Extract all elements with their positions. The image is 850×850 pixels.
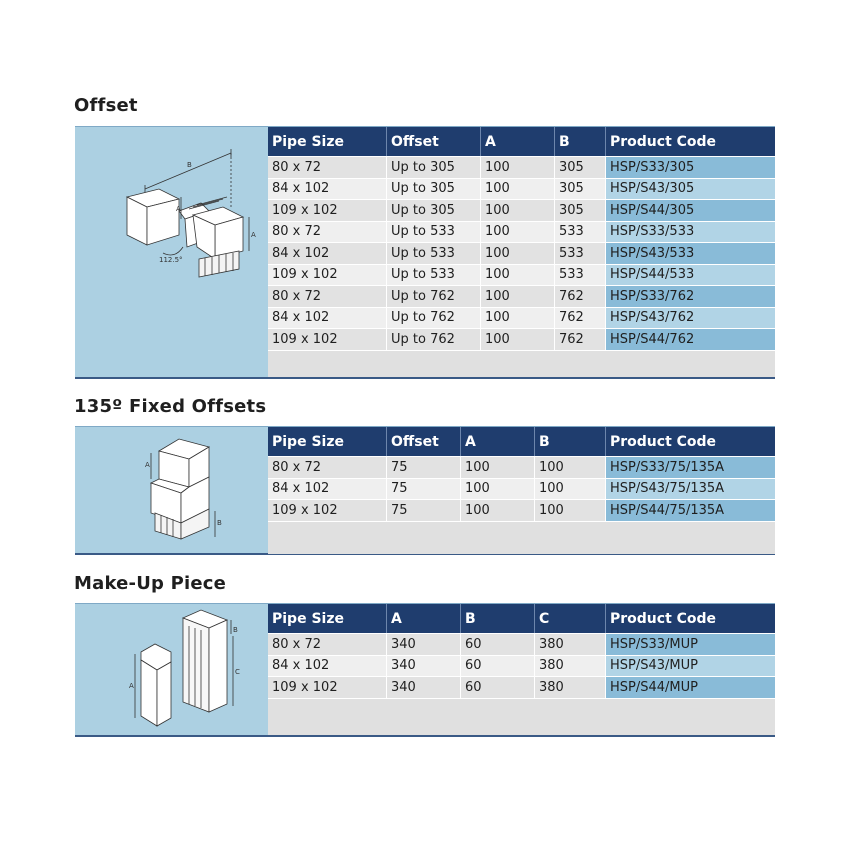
cell-product-code: HSP/S43/305: [606, 179, 775, 200]
cell-offset: Up to 305: [387, 179, 481, 200]
cell-a: 100: [481, 222, 555, 243]
cell-offset: Up to 533: [387, 222, 481, 243]
table-row: [268, 156, 775, 178]
make-up-piece-table-header: [268, 604, 775, 633]
cell-product-code: HSP/S44/305: [606, 200, 775, 221]
cell-product-code: HSP/S43/762: [606, 308, 775, 329]
col-b: B: [555, 127, 606, 156]
offset-dim-a-left: A: [176, 205, 181, 213]
cell-offset: Up to 533: [387, 243, 481, 264]
cell-pipe-size: 80 x 72: [268, 222, 387, 243]
col-a: A: [461, 427, 535, 456]
table-row: [268, 242, 775, 264]
cell-product-code: HSP/S44/533: [606, 265, 775, 286]
cell-pipe-size: 84 x 102: [268, 308, 387, 329]
cell-a: 100: [481, 243, 555, 264]
cell-c: 380: [535, 656, 606, 677]
col-c: C: [535, 604, 606, 633]
col-product-code: Product Code: [610, 133, 717, 150]
cell-b: 762: [555, 308, 606, 329]
table-row: [268, 178, 775, 200]
cell-pipe-size: 80 x 72: [268, 286, 387, 307]
offset-diagram: [75, 127, 268, 377]
mup-dim-c: C: [235, 668, 240, 676]
cell-a: 100: [461, 457, 535, 478]
cell-pipe-size: 109 x 102: [268, 677, 387, 698]
mup-dim-a: A: [129, 682, 134, 690]
cell-b: 762: [555, 329, 606, 350]
cell-offset: Up to 762: [387, 308, 481, 329]
fixed-dim-a: A: [145, 461, 150, 469]
make-up-piece-table: [268, 604, 775, 735]
cell-b: 60: [461, 677, 535, 698]
cell-pipe-size: 84 x 102: [268, 179, 387, 200]
table-row: [268, 264, 775, 286]
col-a: A: [481, 127, 555, 156]
cell-c: 380: [535, 677, 606, 698]
cell-offset: 75: [387, 500, 461, 521]
cell-pipe-size: 84 x 102: [268, 243, 387, 264]
cell-a: 100: [481, 308, 555, 329]
cell-c: 380: [535, 634, 606, 655]
table-row: [268, 655, 775, 677]
cell-product-code: HSP/S43/75/135A: [606, 479, 775, 500]
cell-offset: Up to 762: [387, 286, 481, 307]
table-row: [268, 199, 775, 221]
fixed-offset-diagram: [75, 427, 268, 553]
cell-pipe-size: 109 x 102: [268, 265, 387, 286]
fixed-offsets-panel: [75, 426, 775, 555]
cell-product-code: HSP/S33/762: [606, 286, 775, 307]
cell-product-code: HSP/S43/533: [606, 243, 775, 264]
cell-b: 305: [555, 179, 606, 200]
col-offset: Offset: [387, 427, 461, 456]
cell-b: 305: [555, 200, 606, 221]
cell-offset: 75: [387, 479, 461, 500]
cell-product-code: HSP/S33/MUP: [606, 634, 775, 655]
cell-product-code: HSP/S44/MUP: [606, 677, 775, 698]
cell-a: 100: [481, 179, 555, 200]
cell-b: 60: [461, 634, 535, 655]
col-product-code: Product Code: [610, 610, 717, 627]
table-row: [268, 328, 775, 350]
cell-pipe-size: 84 x 102: [268, 479, 387, 500]
cell-product-code: HSP/S33/305: [606, 157, 775, 178]
cell-offset: Up to 305: [387, 157, 481, 178]
cell-pipe-size: 84 x 102: [268, 656, 387, 677]
col-pipe-size: Pipe Size: [268, 604, 387, 633]
cell-a: 100: [481, 286, 555, 307]
cell-pipe-size: 80 x 72: [268, 457, 387, 478]
cell-product-code: HSP/S43/MUP: [606, 656, 775, 677]
col-pipe-size: Pipe Size: [268, 427, 387, 456]
cell-b: 100: [535, 500, 606, 521]
cell-offset: Up to 533: [387, 265, 481, 286]
col-b: B: [461, 604, 535, 633]
cell-a: 100: [481, 329, 555, 350]
cell-b: 762: [555, 286, 606, 307]
offset-table-header: [268, 127, 775, 156]
cell-a: 340: [387, 677, 461, 698]
table-footer-spacer: [268, 350, 775, 377]
cell-pipe-size: 80 x 72: [268, 634, 387, 655]
offset-panel: [75, 126, 775, 379]
cell-product-code: HSP/S33/75/135A: [606, 457, 775, 478]
cell-b: 533: [555, 265, 606, 286]
fixed-offsets-table: [268, 427, 775, 554]
cell-offset: Up to 305: [387, 200, 481, 221]
section-title-fixed-offsets: 135º Fixed Offsets: [74, 396, 267, 417]
cell-b: 305: [555, 157, 606, 178]
col-a: A: [387, 604, 461, 633]
table-footer-spacer: [268, 521, 775, 554]
cell-offset: Up to 762: [387, 329, 481, 350]
cell-a: 100: [461, 479, 535, 500]
cell-b: 100: [535, 479, 606, 500]
table-row: [268, 478, 775, 500]
cell-pipe-size: 109 x 102: [268, 200, 387, 221]
col-offset: Offset: [387, 127, 481, 156]
cell-b: 533: [555, 222, 606, 243]
col-product-code: Product Code: [610, 433, 717, 450]
table-row: [268, 221, 775, 243]
offset-dim-a-right: A: [251, 231, 256, 239]
cell-product-code: HSP/S44/75/135A: [606, 500, 775, 521]
table-row: [268, 307, 775, 329]
cell-pipe-size: 80 x 72: [268, 157, 387, 178]
cell-offset: 75: [387, 457, 461, 478]
fixed-offsets-table-header: [268, 427, 775, 456]
make-up-piece-diagram: [75, 604, 268, 735]
mup-dim-b: B: [233, 626, 238, 634]
table-row: [268, 285, 775, 307]
make-up-piece-panel: [75, 603, 775, 737]
col-pipe-size: Pipe Size: [268, 127, 387, 156]
cell-product-code: HSP/S44/762: [606, 329, 775, 350]
cell-b: 100: [535, 457, 606, 478]
table-row: [268, 456, 775, 478]
table-footer-spacer: [268, 698, 775, 735]
table-row: [268, 633, 775, 655]
cell-a: 100: [481, 265, 555, 286]
cell-pipe-size: 109 x 102: [268, 500, 387, 521]
offset-angle-label: 112.5°: [159, 256, 183, 264]
cell-a: 340: [387, 634, 461, 655]
table-row: [268, 676, 775, 698]
section-title-make-up-piece: Make-Up Piece: [74, 573, 227, 594]
cell-a: 100: [481, 200, 555, 221]
table-row: [268, 499, 775, 521]
section-title-offset: Offset: [74, 95, 138, 116]
cell-a: 340: [387, 656, 461, 677]
cell-b: 60: [461, 656, 535, 677]
cell-pipe-size: 109 x 102: [268, 329, 387, 350]
fixed-dim-b: B: [217, 519, 222, 527]
cell-a: 100: [461, 500, 535, 521]
cell-a: 100: [481, 157, 555, 178]
col-b: B: [535, 427, 606, 456]
offset-table: [268, 127, 775, 377]
offset-dim-b: B: [187, 161, 192, 169]
cell-b: 533: [555, 243, 606, 264]
cell-product-code: HSP/S33/533: [606, 222, 775, 243]
